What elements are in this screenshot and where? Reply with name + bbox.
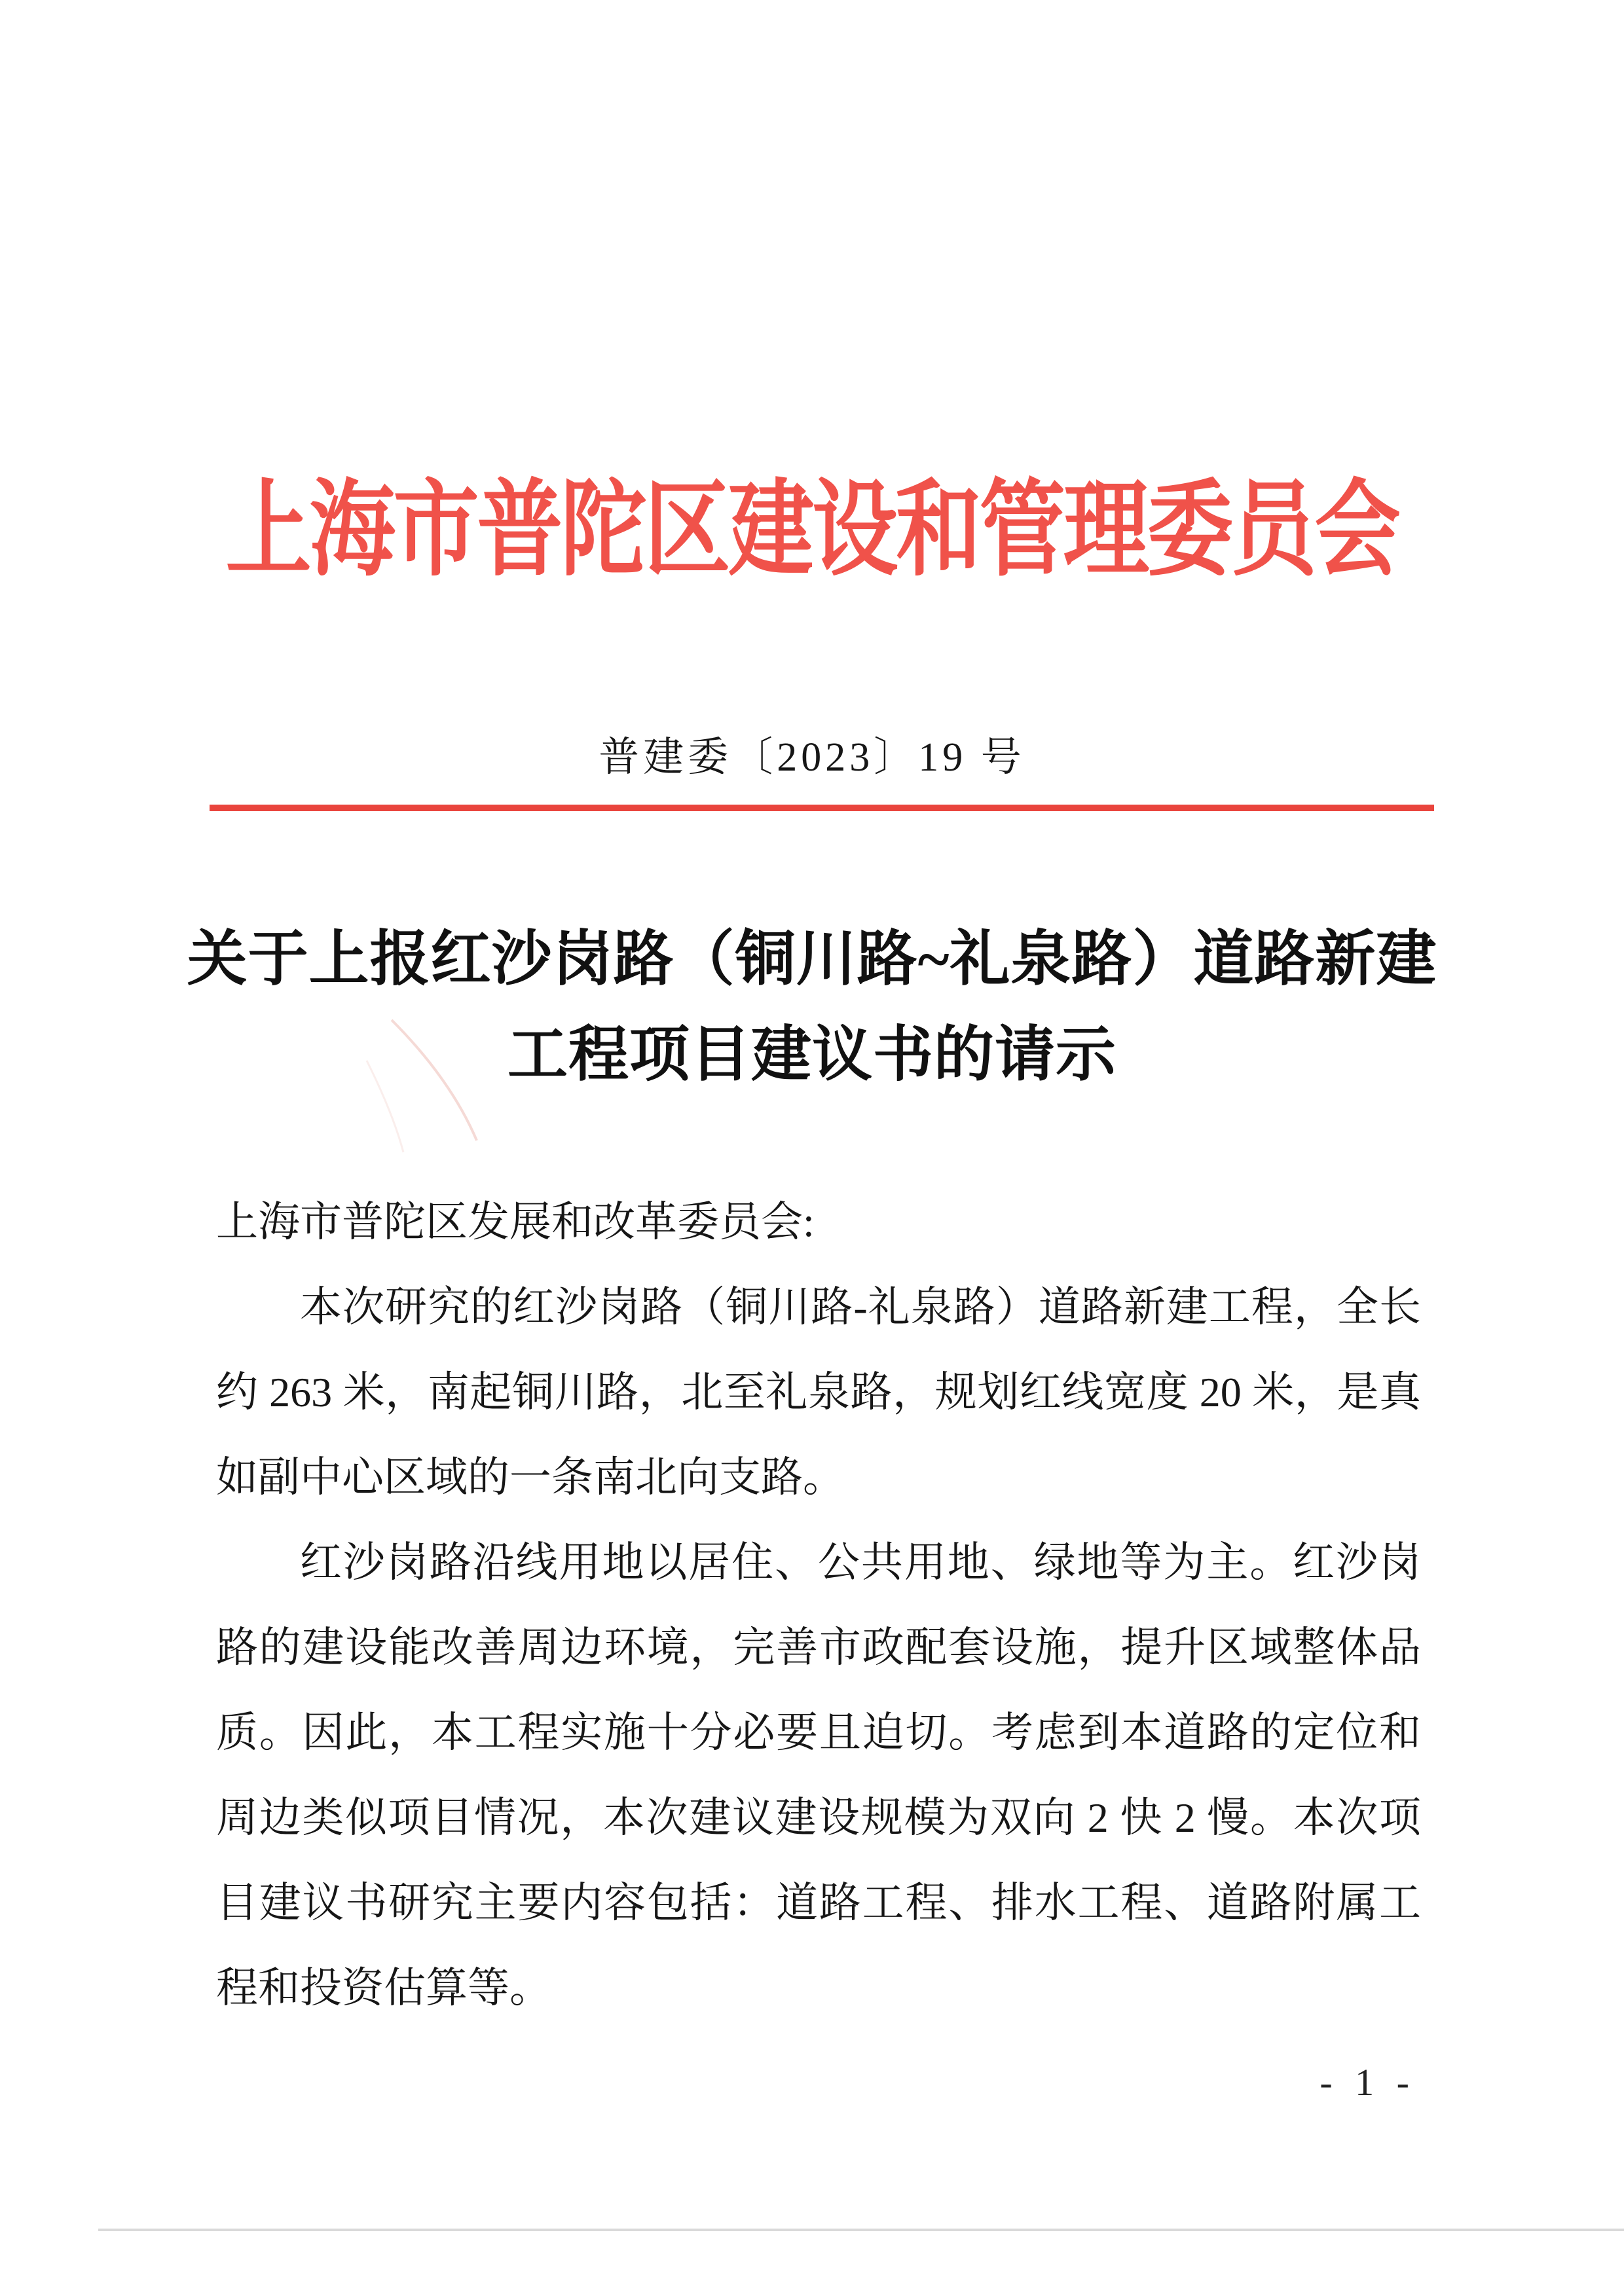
document-title-line1: 关于上报红沙岗路（铜川路~礼泉路）道路新建: [187, 926, 1437, 993]
red-divider-line: [210, 805, 1434, 811]
paragraph-1: 本次研究的红沙岗路（铜川路-礼泉路）道路新建工程，全长约 263 米，南起铜川路，北至礼泉路，规划红线宽度 20 米，是真如副中心区域的一条南北向支路。: [216, 1284, 1421, 1501]
paragraph-2: 红沙岗路沿线用地以居住、公共用地、绿地等为主。红沙岗路的建设能改善周边环境，完善市政配套设施，提升区域整体品质。因此，本工程实施十分必要且迫切。考虑到本道路的定位和周边类似项目情况，本次建议建设规模为双向 2 快 2 慢。本次项目建议书研究主要内容包括：道路工程、排水工程、道路附属工程和投资估算等。: [216, 1539, 1421, 2011]
page-number: - 1 -: [1320, 2061, 1416, 2104]
document-body: [216, 1180, 1421, 2031]
document-number: 普建委〔2023〕19 号: [599, 735, 1025, 780]
document-title-line2: 工程项目建议书的请示: [507, 1021, 1116, 1088]
issuing-agency-title: 上海市普陀区建设和管理委员会: [225, 472, 1399, 589]
scan-edge-line: [98, 2229, 1624, 2231]
salutation: 上海市普陀区发展和改革委员会:: [216, 1199, 815, 1245]
document-title: [164, 911, 1460, 1102]
